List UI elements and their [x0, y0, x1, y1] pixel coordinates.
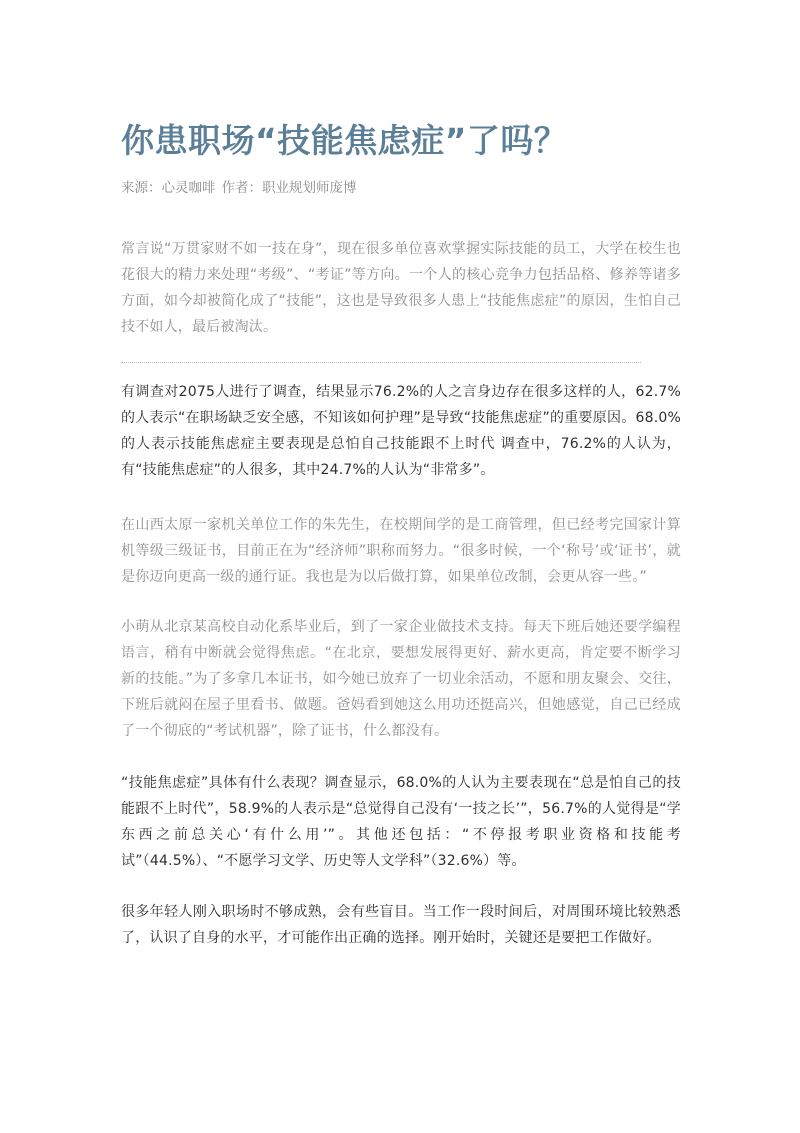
article-title: 你患职场“技能焦虑症”了吗？	[121, 121, 568, 160]
paragraph-conclusion: 很多年轻人刚入职场时不够成熟，会有些盲目。当工作一段时间后，对周围环境比较熟悉了，认识了自身的水平，才可能作出正确的选择。刚开始时，关键还是要把工作做好。	[121, 904, 681, 946]
section-divider	[121, 362, 641, 363]
paragraph-intro: 常言说“万贯家财不如一技在身”，现在很多单位喜欢掌握实际技能的员工，大学在校生也花很大的精力来处理“考级”、“考证”等方向。一个人的核心竞争力包括品格、修养等诸多方面，如今却被简化成了“技能”，这也是导致很多人患上“技能焦虑症”的原因，生怕自己技不如人，最后被淘汰。	[121, 241, 681, 335]
article-author: 作者：职业规划师庞博	[221, 180, 357, 196]
paragraph-symptoms: “技能焦虑症”具体有什么表现？调查显示，68.0%的人认为主要表现在“总是怕自己的技能跟不上时代”，58.9%的人表示是“总觉得自己没有‘一技之长’”，56.7%的人觉得是“学东西之前总关心‘有什么用’”。其他还包括：“不停报考职业资格和技能考试”（44.5%）、“不愿学习文学、历史等人文学科”（32.6%）等。	[121, 775, 681, 869]
paragraph-case-xiaomeng: 小萌从北京某高校自动化系毕业后，到了一家企业做技术支持。每天下班后她还要学编程语言，稍有中断就会觉得焦虑。“在北京，要想发展得更好、薪水更高，肯定要不断学习新的技能。”为了多拿几本证书，如今她已放弃了一切业余活动，不愿和朋友聚会、交往，下班后就闷在屋子里看书、做题。爸妈看到她这么用功还挺高兴，但她感觉，自己已经成了一个彻底的“考试机器”，除了证书，什么都没有。	[121, 619, 681, 739]
paragraph-survey: 有调查对2075人进行了调查，结果显示76.2%的人之言身边存在很多这样的人，62.7%的人表示“在职场缺乏安全感，不知该如何护理”是导致“技能焦虑症”的重要原因。68.0%的人表示技能焦虑症主要表现是总怕自己技能跟不上时代 调查中，76.2%的人认为，有“技能焦虑症”的人很多，其中24.7%的人认为“非常多”。	[121, 384, 681, 478]
article-source: 来源：心灵咖啡	[121, 180, 216, 196]
paragraph-case-zhu: 在山西太原一家机关单位工作的朱先生，在校期间学的是工商管理，但已经考完国家计算机等级三级证书，目前正在为“经济师”职称而努力。“很多时候，一个‘称号’或‘证书’，就是你迈向更高一级的通行证。我也是为以后做打算，如果单位改制，会更从容一些。”	[121, 517, 681, 585]
article-meta	[121, 178, 357, 198]
